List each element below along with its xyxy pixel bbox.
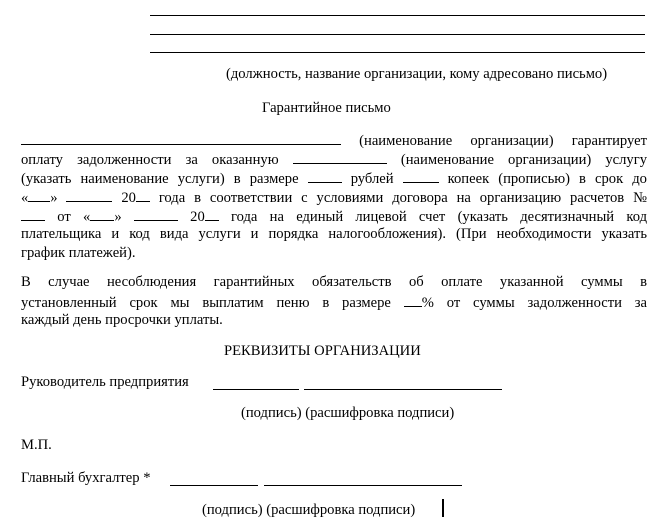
director-signature-line[interactable] [213,389,299,390]
organization-name-blank[interactable] [21,130,341,145]
accountant-name-line[interactable] [264,485,462,486]
p1-line-5: от « » 20 года на единый лицевой счет (указать десятизначный код [21,206,647,225]
penalty-paragraph [21,273,647,330]
p1-line-1: (наименование организации) гарантирует [21,130,647,149]
addressee-caption: (должность, название организации, кому адресовано письмо) [226,66,608,82]
due-year-blank[interactable] [136,187,150,202]
kopecks-blank[interactable] [403,168,439,183]
accountant-signature-line[interactable] [170,485,258,486]
p1-line-2: оплату задолженности за оказанную (наименование организации) услугу [21,149,647,168]
requisites-heading: РЕКВИЗИТЫ ОРГАНИЗАЦИИ [224,343,421,359]
p1-line-4: « » 20 года в соответствии с условиями договора на организацию расчетов № [21,187,647,206]
accountant-label: Главный бухгалтер * [21,470,151,486]
p1-line-7: график платежей). [21,245,136,261]
due-month-blank[interactable] [66,187,112,202]
contract-year-blank[interactable] [205,206,219,221]
guarantee-paragraph [21,130,647,263]
p2-line-3: каждый день просрочки уплаты. [21,312,223,328]
p1-line-3: (указать наименование услуги) в размере рублей копеек (прописью) в срок до [21,168,647,187]
rubles-blank[interactable] [308,168,342,183]
contract-month-blank[interactable] [134,206,178,221]
address-line-2[interactable] [150,34,645,35]
stamp-label: М.П. [21,437,52,453]
address-line-3[interactable] [150,52,645,53]
director-name-line[interactable] [304,389,502,390]
contract-number-blank[interactable] [21,206,45,221]
p2-line-1: В случае несоблюдения гарантийных обязательств об оплате указанной суммы в [21,274,647,290]
due-day-blank[interactable] [28,187,50,202]
director-label: Руководитель предприятия [21,374,189,390]
signature-caption-2: (подпись) (расшифровка подписи) [202,502,416,518]
document-title: Гарантийное письмо [262,100,391,116]
penalty-percent-blank[interactable] [404,292,422,307]
p1-line-6: плательщика и код вида услуги и порядка налогообложения). (При необходимости указать [21,226,647,242]
address-line-1[interactable] [150,15,645,16]
contract-day-blank[interactable] [90,206,114,221]
p2-line-2: установленный срок мы выплатим пеню в размере % от суммы задолженности за [21,292,647,311]
text-cursor [442,499,444,517]
organization-blank-2[interactable] [293,149,387,164]
signature-caption-1: (подпись) (расшифровка подписи) [241,405,455,421]
